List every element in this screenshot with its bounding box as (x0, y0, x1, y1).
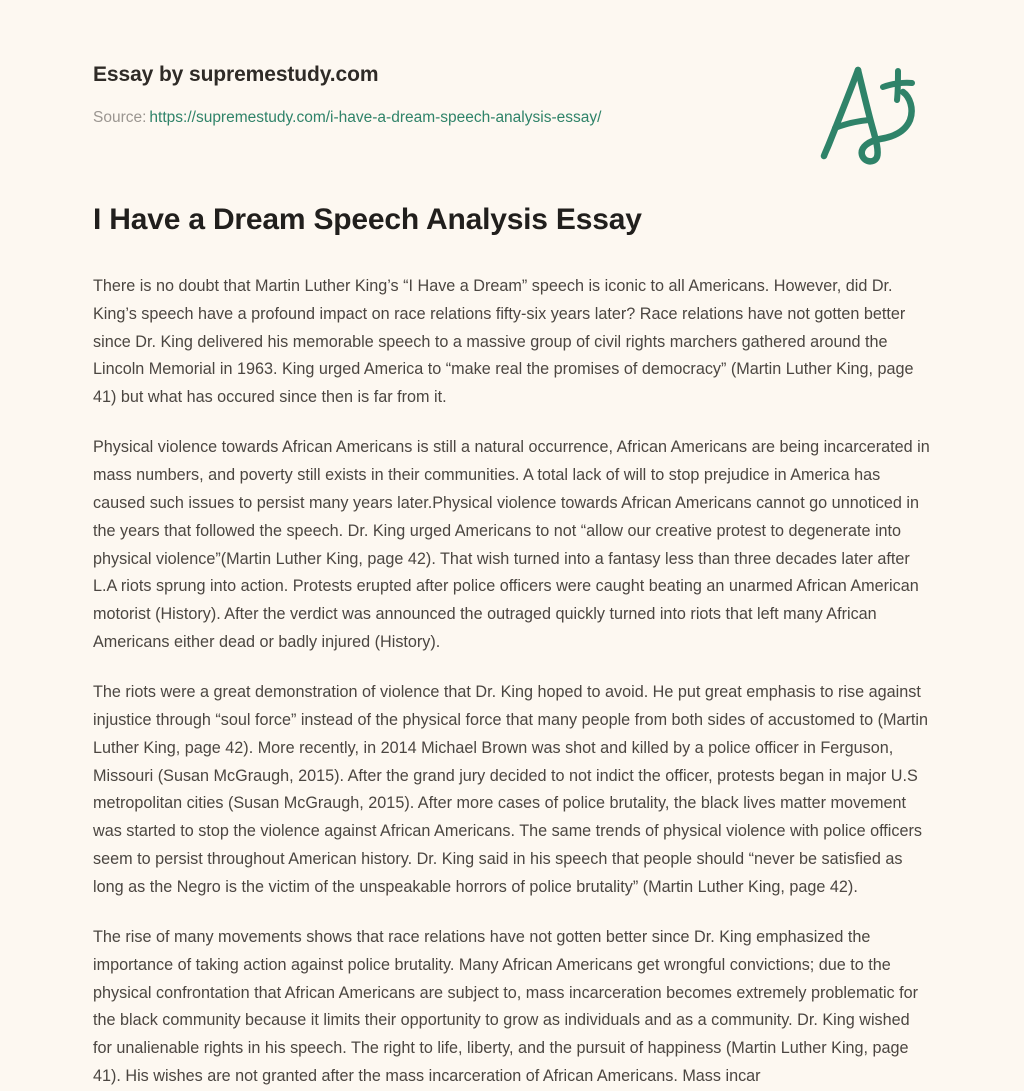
page-header (93, 0, 931, 128)
page-title: I Have a Dream Speech Analysis Essay (93, 203, 642, 237)
article-paragraph: Physical violence towards African Americans is still a natural occurrence, African Americans are being incarcerated in mass numbers, and poverty still exists in their communities. A total lack of will to stop prejudice in America has caused such issues to persist many years later.Physical violence towards African Americans cannot go unnoticed in the years that followed the speech. Dr. King urged Americans to not “allow our creative protest to degenerate into physical violence”(Martin Luther King, page 42). That wish turned into a fantasy less than three decades later after L.A riots sprung into action. Protests erupted after police officers were caught beating an unarmed African American motorist (History). After the verdict was announced the outraged quickly turned into riots that left many African Americans either dead or badly injured (History). (93, 438, 930, 652)
source-link[interactable]: https://supremestudy.com/i-have-a-dream-speech-analysis-essay/ (149, 109, 602, 127)
source-label: Source: (93, 109, 147, 127)
article-body (93, 128, 931, 1091)
source-row (93, 108, 931, 128)
article-paragraph: There is no doubt that Martin Luther King’s “I Have a Dream” speech is iconic to all Americans. However, did Dr. King’s speech have a profound impact on race relations fifty-six years later? Race relations have not gotten better since Dr. King delivered his memorable speech to a massive group of civil rights marchers gathered around the Lincoln Memorial in 1963. King urged America to “make real the promises of democracy” (Martin Luther King, page 41) but what has occured since then is far from it. (93, 276, 914, 407)
byline: Essay by supremestudy.com (93, 63, 379, 86)
a-plus-logo (811, 56, 931, 166)
article-paragraph: The riots were a great demonstration of violence that Dr. King hoped to avoid. He put great emphasis to rise against injustice through “soul force” instead of the physical force that many people from both sides of accustomed to (Martin Luther King, page 42). More recently, in 2014 Michael Brown was shot and killed by a police officer in Ferguson, Missouri (Susan McGraugh, 2015). After the grand jury decided to not indict the officer, protests began in major U.S metropolitan cities (Susan McGraugh, 2015). After more cases of police brutality, the black lives matter movement was started to stop the violence against African Americans. The same trends of physical violence with police officers seem to persist throughout American history. Dr. King said in his speech that people should “never be satisfied as long as the Negro is the victim of the unspeakable horrors of police brutality” (Martin Luther King, page 42). (93, 683, 928, 897)
article-paragraph: The rise of many movements shows that race relations have not gotten better since Dr. King emphasized the importance of taking action against police brutality. Many African Americans get wrongful convictions; due to the physical confrontation that African Americans are subject to, mass incarceration becomes extremely problematic for the black community because it limits their opportunity to grow as individuals and as a community. Dr. King wished for unalienable rights in his speech. The right to life, liberty, and the pursuit of happiness (Martin Luther King, page 41). His wishes are not granted after the mass incarceration of African Americans. Mass incar (93, 927, 919, 1086)
